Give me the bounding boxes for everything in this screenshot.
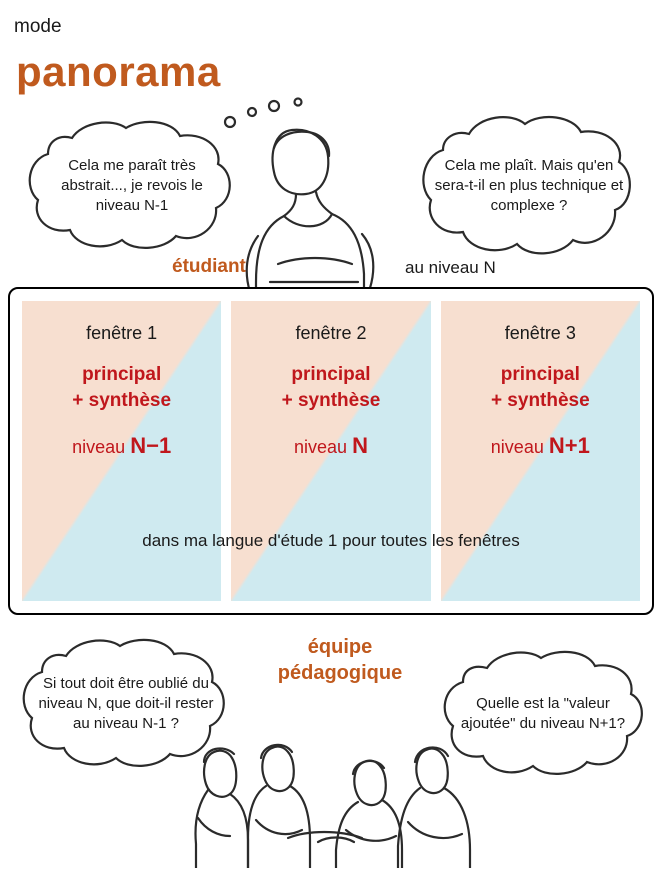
student-bubble-left bbox=[26, 118, 238, 254]
student-bubble-right bbox=[421, 112, 637, 260]
window-content-line2: + synthèse bbox=[72, 389, 172, 411]
window-level bbox=[231, 433, 430, 459]
window-level-prefix: niveau bbox=[72, 437, 126, 458]
window-content-line1: principal bbox=[500, 364, 580, 385]
role-label-team-line2: pédagogique bbox=[277, 662, 403, 684]
window-content-line1: principal bbox=[82, 364, 162, 385]
student-bubble-left-text: Cela me paraît très abstrait..., je revois le niveau N-1 bbox=[61, 156, 203, 215]
window-level bbox=[441, 433, 640, 459]
mode-label: mode bbox=[14, 16, 62, 37]
window-level-value: N−1 bbox=[130, 433, 172, 459]
panel-footer-note: dans ma langue d'étude 1 pour toutes les fenêtres bbox=[142, 531, 520, 550]
window-title: fenêtre 1 bbox=[86, 323, 158, 343]
windows-panel bbox=[8, 287, 654, 615]
window-content bbox=[22, 362, 221, 413]
window-level-prefix: niveau bbox=[490, 437, 544, 458]
page-title: panorama bbox=[16, 48, 221, 95]
window-card-2[interactable] bbox=[231, 301, 430, 601]
window-content-line2: + synthèse bbox=[490, 389, 590, 411]
window-content-line2: + synthèse bbox=[281, 389, 381, 411]
window-content bbox=[231, 362, 430, 413]
window-card-3[interactable] bbox=[441, 301, 640, 601]
window-title: fenêtre 2 bbox=[295, 323, 367, 343]
window-content-line1: principal bbox=[291, 364, 371, 385]
student-bubble-right-text: Cela me plaît. Mais qu'en sera-t-il en plus technique et complexe ? bbox=[434, 156, 624, 215]
team-bubble-right-text: Quelle est la "valeur ajoutée" du niveau N+1? bbox=[460, 694, 626, 732]
role-label-team-line1: équipe bbox=[307, 636, 373, 658]
window-level bbox=[22, 433, 221, 459]
window-content bbox=[441, 362, 640, 413]
window-level-value: N+1 bbox=[548, 433, 590, 459]
team-bubble-left bbox=[20, 636, 232, 772]
team-bubble-right bbox=[443, 650, 643, 778]
role-label-student: étudiant bbox=[172, 256, 246, 277]
window-title: fenêtre 3 bbox=[504, 323, 576, 343]
role-label-team bbox=[260, 634, 420, 686]
window-level-value: N bbox=[352, 433, 368, 459]
student-level-note: au niveau N bbox=[405, 258, 496, 277]
window-card-1[interactable] bbox=[22, 301, 221, 601]
team-bubble-left-text: Si tout doit être oublié du niveau N, que doit-il rester au niveau N-1 ? bbox=[38, 674, 214, 733]
windows-row bbox=[22, 301, 640, 601]
window-level-prefix: niveau bbox=[294, 437, 348, 458]
